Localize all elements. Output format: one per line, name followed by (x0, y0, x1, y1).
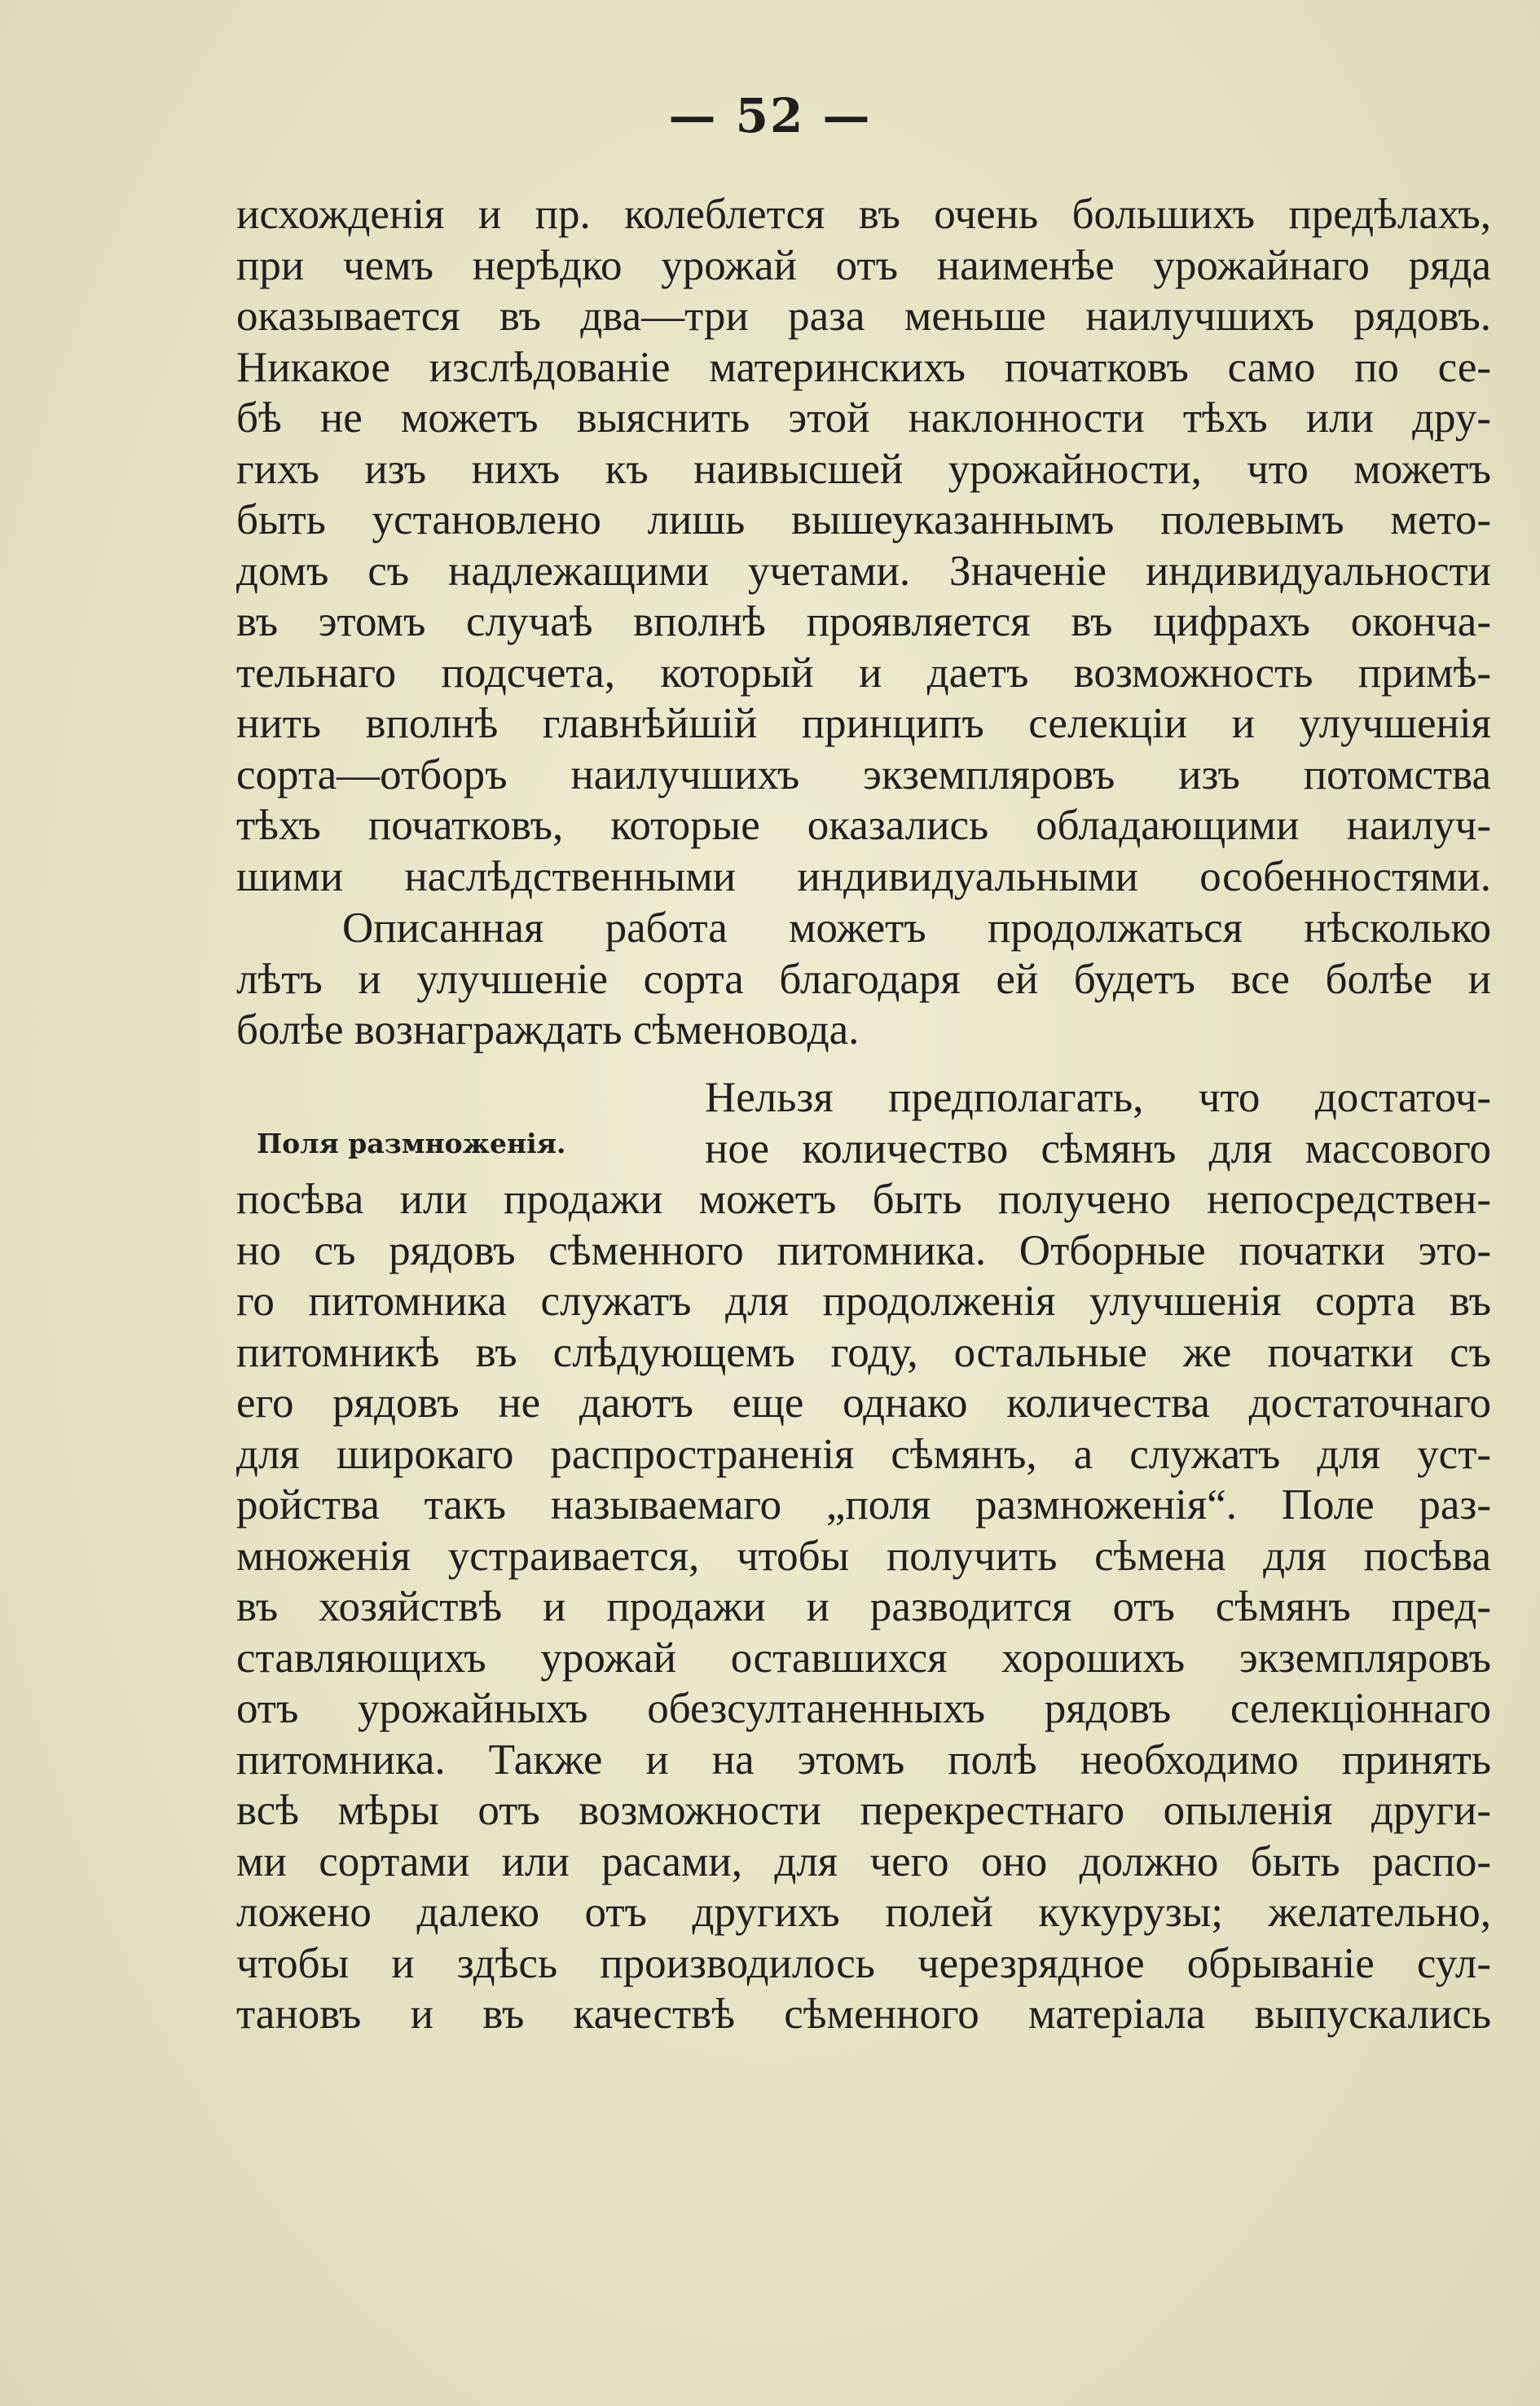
text-line: но съ рядовъ сѣменного питомника. Отборные початки это- (236, 1226, 1491, 1274)
text-line: Нельзя предполагать, что достаточ- (705, 1074, 1491, 1121)
text-line: Никакое изслѣдованіе материнскихъ початковъ само по се- (236, 343, 1491, 391)
text-line: отъ урожайныхъ обезсултаненныхъ рядовъ селекціоннаго (236, 1685, 1491, 1732)
paragraph-1 (236, 189, 1491, 902)
text-line: ми сортами или расами, для чего оно должно быть распо- (236, 1837, 1491, 1885)
text-line: тельнаго подсчета, который и даетъ возможность примѣ- (236, 649, 1491, 697)
text-line: въ хозяйствѣ и продажи и разводится отъ сѣмянъ пред- (236, 1583, 1491, 1630)
text-line: бѣ не можетъ выяснить этой наклонности тѣхъ или дру- (236, 394, 1491, 442)
text-line: домъ съ надлежащими учетами. Значеніе индивидуальности (236, 547, 1491, 595)
text-line: множенія устраивается, чтобы получить сѣмена для посѣва (236, 1532, 1491, 1580)
text-line: гихъ изъ нихъ къ наивысшей урожайности, что можетъ (236, 445, 1491, 493)
text-line: питомника. Также и на этомъ полѣ необходимо принять (236, 1735, 1491, 1784)
text-line: тановъ и въ качествѣ сѣменного матеріала выпускались (236, 1990, 1491, 2038)
text-line: шими наслѣдственными индивидуальными особенностями. (236, 852, 1491, 900)
text-line: чтобы и здѣсь производилось черезрядное обрываніе сул- (236, 1939, 1491, 1987)
text-line: Описанная работа можетъ продолжаться нѣсколько (342, 904, 1491, 952)
paragraph-2 (236, 903, 1491, 1056)
text-line: ставляющихъ урожай оставшихся хорошихъ экземпляровъ (236, 1634, 1491, 1682)
text-line: оказывается въ два—три раза меньше наилучшихъ рядовъ. (236, 293, 1491, 340)
text-line: тѣхъ початковъ, которые оказались обладающими наилуч- (236, 802, 1491, 849)
text-line: го питомника служатъ для продолженія улучшенія сорта въ (236, 1278, 1491, 1325)
page-number: — 52 — (668, 88, 872, 143)
text-line: всѣ мѣры отъ возможности перекрестнаго опыленія други- (236, 1787, 1491, 1834)
text-line: въ этомъ случаѣ вполнѣ проявляется въ цифрахъ оконча- (236, 598, 1491, 645)
text-line: болѣе вознаграждать сѣменовода. (236, 1006, 860, 1053)
text-line: для широкаго распространенія сѣмянъ, а служатъ для уст- (236, 1430, 1491, 1478)
paragraph-3-start (705, 1072, 1491, 1174)
text-line: ложено далеко отъ другихъ полей кукурузы; желательно, (236, 1889, 1491, 1936)
text-line: ное количество сѣмянъ для массового (705, 1124, 1491, 1172)
marginal-heading: Поля размноженія. (257, 1128, 566, 1159)
text-line: сорта—отборъ наилучшихъ экземпляровъ изъ потомства (236, 750, 1491, 798)
text-line: ройства такъ называемаго „поля размноженія“. Поле раз- (236, 1481, 1491, 1528)
text-line: лѣтъ и улучшеніе сорта благодаря ей будетъ все болѣе и (236, 955, 1491, 1003)
text-line: исхожденія и пр. колеблется въ очень большихъ предѣлахъ, (236, 191, 1491, 238)
text-line: посѣва или продажи можетъ быть получено непосредствен- (236, 1176, 1491, 1223)
text-line: нить вполнѣ главнѣйшій принципъ селекціи и улучшенія (236, 700, 1491, 747)
text-line: быть установлено лишь вышеуказаннымъ полевымъ мето- (236, 496, 1491, 543)
paragraph-3 (236, 1174, 1491, 2040)
text-line: питомникѣ въ слѣдующемъ году, остальные же початки съ (236, 1328, 1491, 1376)
text-line: при чемъ нерѣдко урожай отъ наименѣе урожайнаго ряда (236, 241, 1491, 289)
text-line: его рядовъ не даютъ еще однако количества достаточнаго (236, 1379, 1491, 1427)
